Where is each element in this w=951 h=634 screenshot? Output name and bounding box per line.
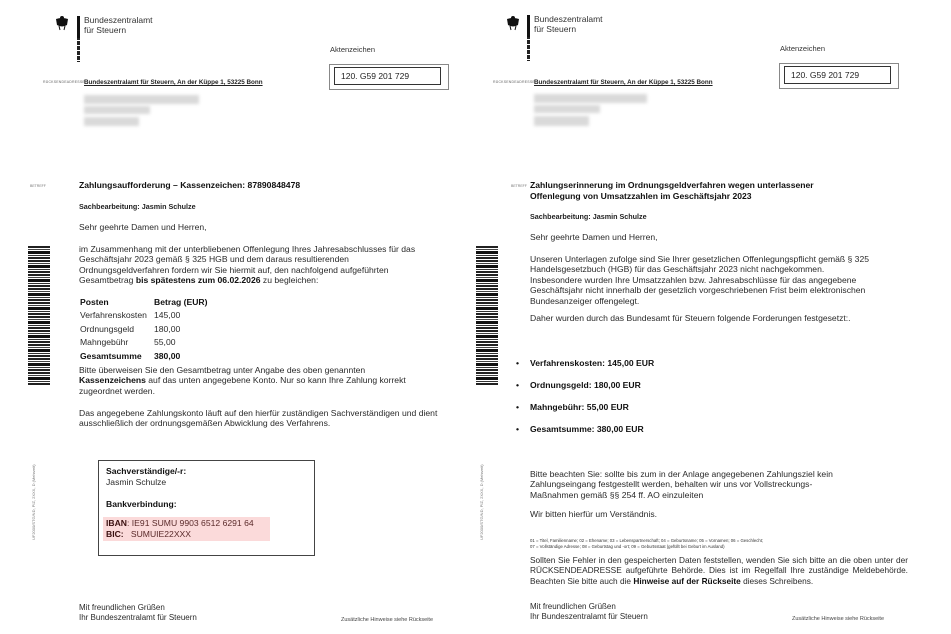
logo-bar-pattern [527,37,530,61]
agency-line-1: Bundeszentralamt [84,15,153,25]
logo-bar [77,16,80,38]
letter-payment-demand [0,0,475,634]
return-address: Bundeszentralamt für Steuern, An der Küppe 1, 53225 Bonn [534,79,713,86]
ruecksendeadresse-label: RÜCKSENDEADRESSE [43,80,85,84]
understanding-note: Wir bitten hierfür um Verständnis. [530,509,658,519]
side-code: UF2000/STG/ND, PIZ, 2XXX, D (Mehrzeit) [479,464,484,540]
claim-item: • Verfahrenskosten: 145,00 EUR [510,358,654,380]
transfer-instruction: Bitte überweisen Sie den Gesamtbetrag unter Angabe des oben genannten Kassenzeichens auf das unten angegebene Konto. Nur so kann Ihre Zahlung korrekt zugeordnet werden. [79,365,406,396]
barcode [28,246,50,386]
cost-row: Ordnungsgeld 180,00 [80,323,181,334]
letter-subject: Zahlungsaufforderung – Kassenzeichen: 87890848478 [79,180,301,190]
aktenzeichen-value: 120. G59 201 729 [784,66,891,84]
aktenzeichen-label: Aktenzeichen [330,45,376,54]
footer-note: Zusätzliche Hinweise siehe Rückseite [792,616,885,622]
agency-name [534,15,603,34]
logo-bar [527,15,530,37]
bic-value: SUMUIE22XXX [130,529,192,539]
subject-mark: BETREFF [511,184,527,188]
claim-item: • Mahngebühr: 55,00 EUR [510,402,654,424]
subject-mark: BETREFF [30,184,46,188]
enforcement-note: Bitte beachten Sie: sollte bis zum in der Anlage angegebenen Zahlungsziel kein Zahlungseingang festgestellt werden, behalten wir uns vor Vollstreckungs-Maßnahmen gemäß §§ 254 ff. AO einzuleiten [530,469,833,500]
cost-total-row: Gesamtsumme 380,00 [80,350,181,361]
intro-paragraph: im Zusammenhang mit der unterbliebenen Offenlegung Ihres Jahresabschlusses für das Geschäftsjahr 2023 gemäß § 325 HGB und dem daraus resultierenden Ordnungsgeldverfahren fordern wir Sie hiermit auf, den nachfolgend aufgeführten Gesamtbetrag bis spätestens zum 06.02.2026 zu begleichen: [79,244,416,286]
cost-table [80,295,209,363]
data-field-legend: 01 = Titel, Familienname; 02 = Ehename; 03 = Lebenspartnerschaft; 04 = Geburtsname; 05 = Vornamen; 06 = Geschlecht; 07 = Vollständige Adresse; 08 = Geburtstag und -ort; 09 = Geburtsstaat (gefüllt bei Geburt im Ausland) [530,538,764,549]
clerk-name: Sachbearbeitung: Jasmin Schulze [530,212,647,221]
claims-intro: Daher wurden durch das Bundesamt für Steuern folgende Forderungen festgesetzt:. [530,313,851,323]
federal-eagle-icon [55,15,69,31]
account-note: Das angegebene Zahlungskonto läuft auf den hierfür zuständigen Sachverständigen und dient ausschließlich der ordnungsgemäßen Abwicklung des Verfahrens. [79,408,438,429]
logo-bar-pattern [77,38,80,62]
cost-table-header: Posten Betrag (EUR) [80,296,208,307]
letter-payment-reminder [476,0,951,634]
expert-label: Sachverständige/-r: [106,466,187,476]
salutation: Sehr geehrte Damen und Herren, [79,222,207,232]
agency-line-2: für Steuern [84,24,127,35]
ruecksendeadresse-label: RÜCKSENDEADRESSE [493,80,535,84]
claims-list [510,358,654,446]
letter-subject: Zahlungserinnerung im Ordnungsgeldverfahren wegen unterlassener Offenlegung von Umsatzzahlen im Geschäftsjahr 2023 [530,180,814,201]
aktenzeichen-label: Aktenzeichen [780,44,826,53]
salutation: Sehr geehrte Damen und Herren, [530,232,658,242]
iban-line: IBAN: IE91 SUMU 9903 6512 6291 64 [106,518,254,528]
agency-line-1: Bundeszentralamt [534,14,603,24]
closing: Mit freundlichen Grüßen Ihr Bundeszentralamt für Steuern [530,602,648,621]
agency-line-2: für Steuern [534,23,577,34]
return-address: Bundeszentralamt für Steuern, An der Küppe 1, 53225 Bonn [84,79,263,86]
barcode [476,246,498,386]
agency-name [84,16,153,35]
intro-paragraph: Unseren Unterlagen zufolge sind Sie Ihrer gesetzlichen Offenlegungspflicht gemäß § 325 Handelsgesetzbuch (HGB) für das Geschäftsjahr 2023 nicht nachgekommen. Insbesondere wurden Ihre Umsatzzahlen bzw. Jahresabschlüsse für das angegebene Geschäftsjahr nicht innerhalb der gesetzlich vorgeschriebenen Frist beim elektronischen Bundesanzeiger offengelegt. [530,254,870,306]
footer-note: Zusätzliche Hinweise siehe Rückseite [341,617,434,623]
back-side-hint: Hinweise auf der Rückseite [633,575,741,586]
federal-eagle-icon [506,15,520,31]
closing: Mit freundlichen Grüßen Ihr Bundeszentralamt für Steuern [79,603,197,622]
cost-row: Verfahrenskosten 145,00 [80,310,181,321]
bic-line: BIC: SUMUIE22XXX [106,529,192,539]
due-date: bis spätestens zum 06.02.2026 [135,275,261,286]
aktenzeichen-value: 120. G59 201 729 [334,67,441,85]
cost-row: Mahngebühr 55,00 [80,337,176,348]
data-error-note: Sollten Sie Fehler in den gespeicherten Daten feststellen, wenden Sie sich bitte an die oben unter der RÜCKSENDEADRESSE aufgeführte Behörde. Dies ist im Regelfall Ihre zuständige Meldebehörde. Beachten Sie bitte auch die Hinweise auf der Rückseite dieses Schreibens. [530,555,908,586]
expert-name: Jasmin Schulze [106,477,167,487]
claim-item: • Gesamtsumme: 380,00 EUR [510,424,654,446]
bank-label: Bankverbindung: [106,499,177,509]
clerk-name: Sachbearbeitung: Jasmin Schulze [79,202,196,211]
iban-value: IE91 SUMU 9903 6512 6291 64 [131,518,254,528]
side-code: UF2000/STG/ND, PIZ, 2XXX, D (Mehrzeit) [31,464,36,540]
claim-item: • Ordnungsgeld: 180,00 EUR [510,380,654,402]
